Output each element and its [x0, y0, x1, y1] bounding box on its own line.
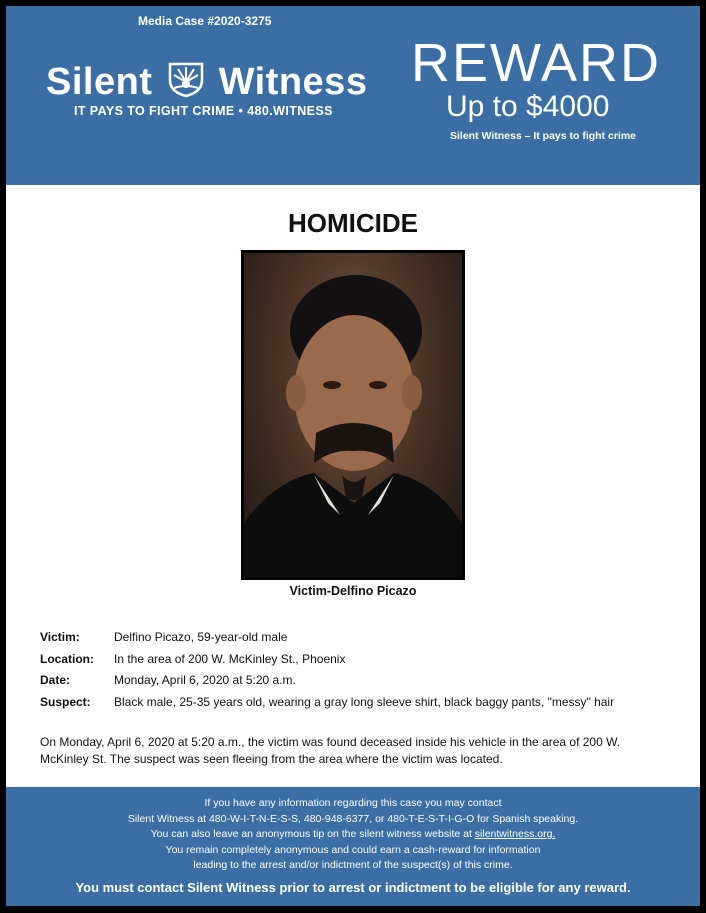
- detail-value: Delfino Picazo, 59-year-old male: [114, 630, 288, 644]
- footer-line-4: You remain completely anonymous and could earn a cash-reward for information: [165, 843, 541, 856]
- eligibility-notice: You must contact Silent Witness prior to arrest or indictment to be eligible for any reward.: [75, 879, 631, 895]
- victim-photo: [241, 250, 465, 580]
- arizona-sun-icon: [166, 58, 206, 98]
- reward-amount: Up to $4000: [446, 90, 610, 123]
- brand-tagline: IT PAYS TO FIGHT CRIME • 480.WITNESS: [74, 104, 333, 118]
- detail-value: Monday, April 6, 2020 at 5:20 a.m.: [114, 673, 296, 687]
- reward-tagline: Silent Witness – It pays to fight crime: [450, 130, 637, 142]
- silent-witness-logo: [46, 58, 367, 104]
- case-type-headline: HOMICIDE: [288, 208, 418, 238]
- contact-footer: [6, 787, 700, 906]
- brand-word-witness: Witness: [218, 61, 368, 103]
- header-banner: [6, 6, 700, 185]
- detail-value: Black male, 25-35 years old, wearing a gray long sleeve shirt, black baggy pants, "messy" hair: [114, 694, 615, 709]
- photo-caption: Victim-Delfino Picazo: [289, 584, 417, 598]
- footer-line-3-text: You can also leave an anonymous tip on the silent witness website at: [150, 828, 475, 841]
- detail-label: Date:: [40, 673, 71, 687]
- detail-value: In the area of 200 W. McKinley St., Phoenix: [114, 651, 346, 666]
- brand-word-silent: Silent: [46, 61, 153, 103]
- footer-line-5: leading to the arrest and/or indictment of the suspect(s) of this crime.: [193, 859, 513, 872]
- case-narrative: On Monday, April 6, 2020 at 5:20 a.m., the victim was found deceased inside his vehicle in the area of 200 W. McKinley St. The suspect was seen fleeing from the area where the victim was located.: [40, 735, 621, 766]
- silentwitness-website-link[interactable]: silentwitness.org.: [474, 828, 556, 841]
- media-case-number: Media Case #2020-3275: [138, 14, 272, 28]
- detail-label: Suspect:: [40, 694, 91, 709]
- footer-line-1: If you have any information regarding this case you may contact: [204, 797, 502, 809]
- detail-label: Location:: [40, 651, 94, 666]
- footer-line-3: [6, 827, 700, 843]
- detail-label: Victim:: [40, 630, 80, 644]
- reward-title: REWARD: [411, 33, 661, 93]
- footer-line-2: Silent Witness at 480-W-I-T-N-E-S-S, 480-948-6377, or 480-T-E-S-T-I-G-O for Spanish speaking.: [127, 812, 579, 825]
- flyer-page: [6, 6, 700, 906]
